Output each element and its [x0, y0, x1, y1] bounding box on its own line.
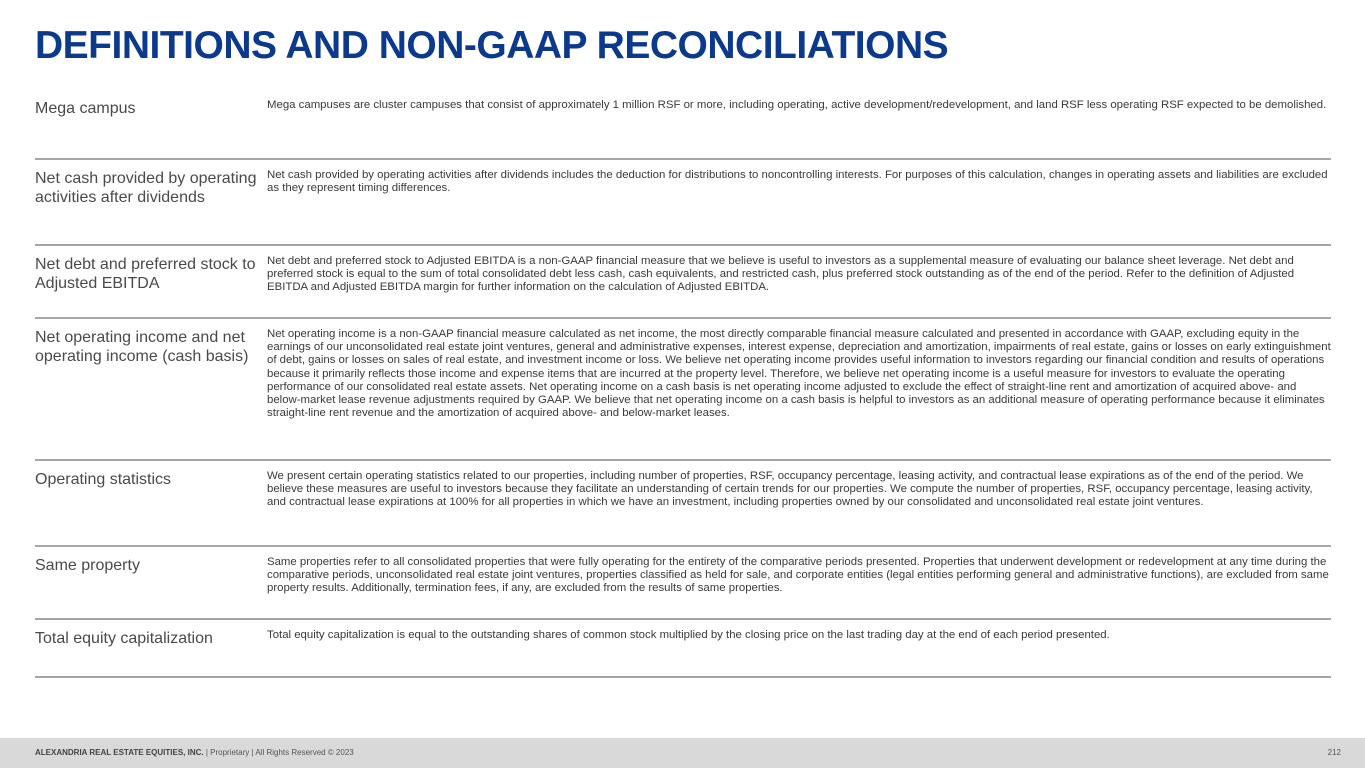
definitions-table: [35, 88, 1331, 678]
term-label: Mega campus: [35, 100, 136, 117]
definition-text: Mega campuses are cluster campuses that consist of approximately 1 million RSF or more, including operating, active development/redevelopment, and land RSF less operating RSF expected to be demolished.: [267, 99, 1327, 111]
definition-text: Net cash provided by operating activities after dividends includes the deduction for distributions to noncontrolling interests. For purposes of this calculation, changes in operating assets and liabilities are excluded as they represent timing differences.: [267, 169, 1328, 195]
footer-bar: [0, 738, 1365, 768]
definition-text: Total equity capitalization is equal to the outstanding shares of common stock multiplied by the closing price on the last trading day at the end of each period presented.: [267, 629, 1110, 641]
term-label: Operating statistics: [35, 471, 172, 488]
definition-row-net-debt: [35, 246, 1331, 319]
definition-text: Same properties refer to all consolidated properties that were fully operating for the entirety of the comparative periods presented. Properties that underwent development or redevelopment at any time during the comparative periods, unconsolidated real estate joint ventures, properties classified as held for sale, and corporate entities (legal entities performing general and administrative functions), are excluded from same property results. Additionally, termination fees, if any, are excluded from the results of same properties.: [267, 556, 1329, 595]
footer-rights: | Proprietary | All Rights Reserved © 2023: [203, 748, 354, 757]
term-label: Net debt and preferred stock to Adjusted EBITDA: [35, 256, 256, 292]
definition-row-operating-statistics: [35, 461, 1331, 547]
term-label: Total equity capitalization: [35, 630, 213, 647]
definition-text: We present certain operating statistics related to our properties, including number of properties, RSF, occupancy percentage, leasing activity, and contractual lease expirations as of the end of the period. We believe these measures are useful to investors because they facilitate an understanding of certain trends for our properties. We compute the number of properties, RSF, occupancy percentage, leasing activity, and contractual lease expirations at 100% for all properties in which we have an investment, including properties owned by our consolidated and unconsolidated real estate joint ventures.: [267, 470, 1313, 509]
definition-row-mega-campus: [35, 88, 1331, 160]
footer-company: ALEXANDRIA REAL ESTATE EQUITIES, INC.: [35, 748, 204, 757]
term-label: Net operating income and net operating income (cash basis): [35, 329, 249, 365]
definition-row-noi: [35, 319, 1331, 461]
page-number: 212: [1327, 748, 1341, 757]
definition-row-net-cash: [35, 160, 1331, 246]
definition-text: Net operating income is a non-GAAP financial measure calculated as net income, the most directly comparable financial measure calculated and presented in accordance with GAAP, excluding equity in the earnings of our unconsolidated real estate joint ventures, general and administrative expenses, interest expense, depreciation and amortization, impairments of real estate, gains or losses on early extinguishment of debt, gains or losses on sales of real estate, and investment income or loss. We believe net operating income provides useful information to investors regarding our financial condition and results of operations because it primarily reflects those income and expense items that are incurred at the property level. Therefore, we believe net operating income is a useful measure for investors to evaluate the operating performance of our consolidated real estate assets. Net operating income on a cash basis is net operating income adjusted to exclude the effect of straight-line rent and amortization of acquired above- and below-market lease revenue adjustments required by GAAP. We believe that net operating income on a cash basis is helpful to investors as an additional measure of operating performance because it eliminates straight-line rent revenue and the amortization of acquired above- and below-market leases.: [267, 328, 1331, 420]
footer-copyright: [35, 748, 354, 757]
definition-row-same-property: [35, 547, 1331, 620]
term-label: Net cash provided by operating activities after dividends: [35, 170, 257, 206]
page-title: DEFINITIONS AND NON-GAAP RECONCILIATIONS: [35, 24, 949, 67]
term-label: Same property: [35, 557, 140, 574]
definition-text: Net debt and preferred stock to Adjusted EBITDA is a non-GAAP financial measure that we believe is useful to investors as a supplemental measure of evaluating our balance sheet leverage. Net debt and preferred stock is equal to the sum of total consolidated debt less cash, cash equivalents, and restricted cash, plus preferred stock outstanding as of the end of the period. Refer to the definition of Adjusted EBITDA and Adjusted EBITDA margin for further information on the calculation of Adjusted EBITDA.: [267, 255, 1295, 294]
definition-row-total-equity: [35, 620, 1331, 678]
